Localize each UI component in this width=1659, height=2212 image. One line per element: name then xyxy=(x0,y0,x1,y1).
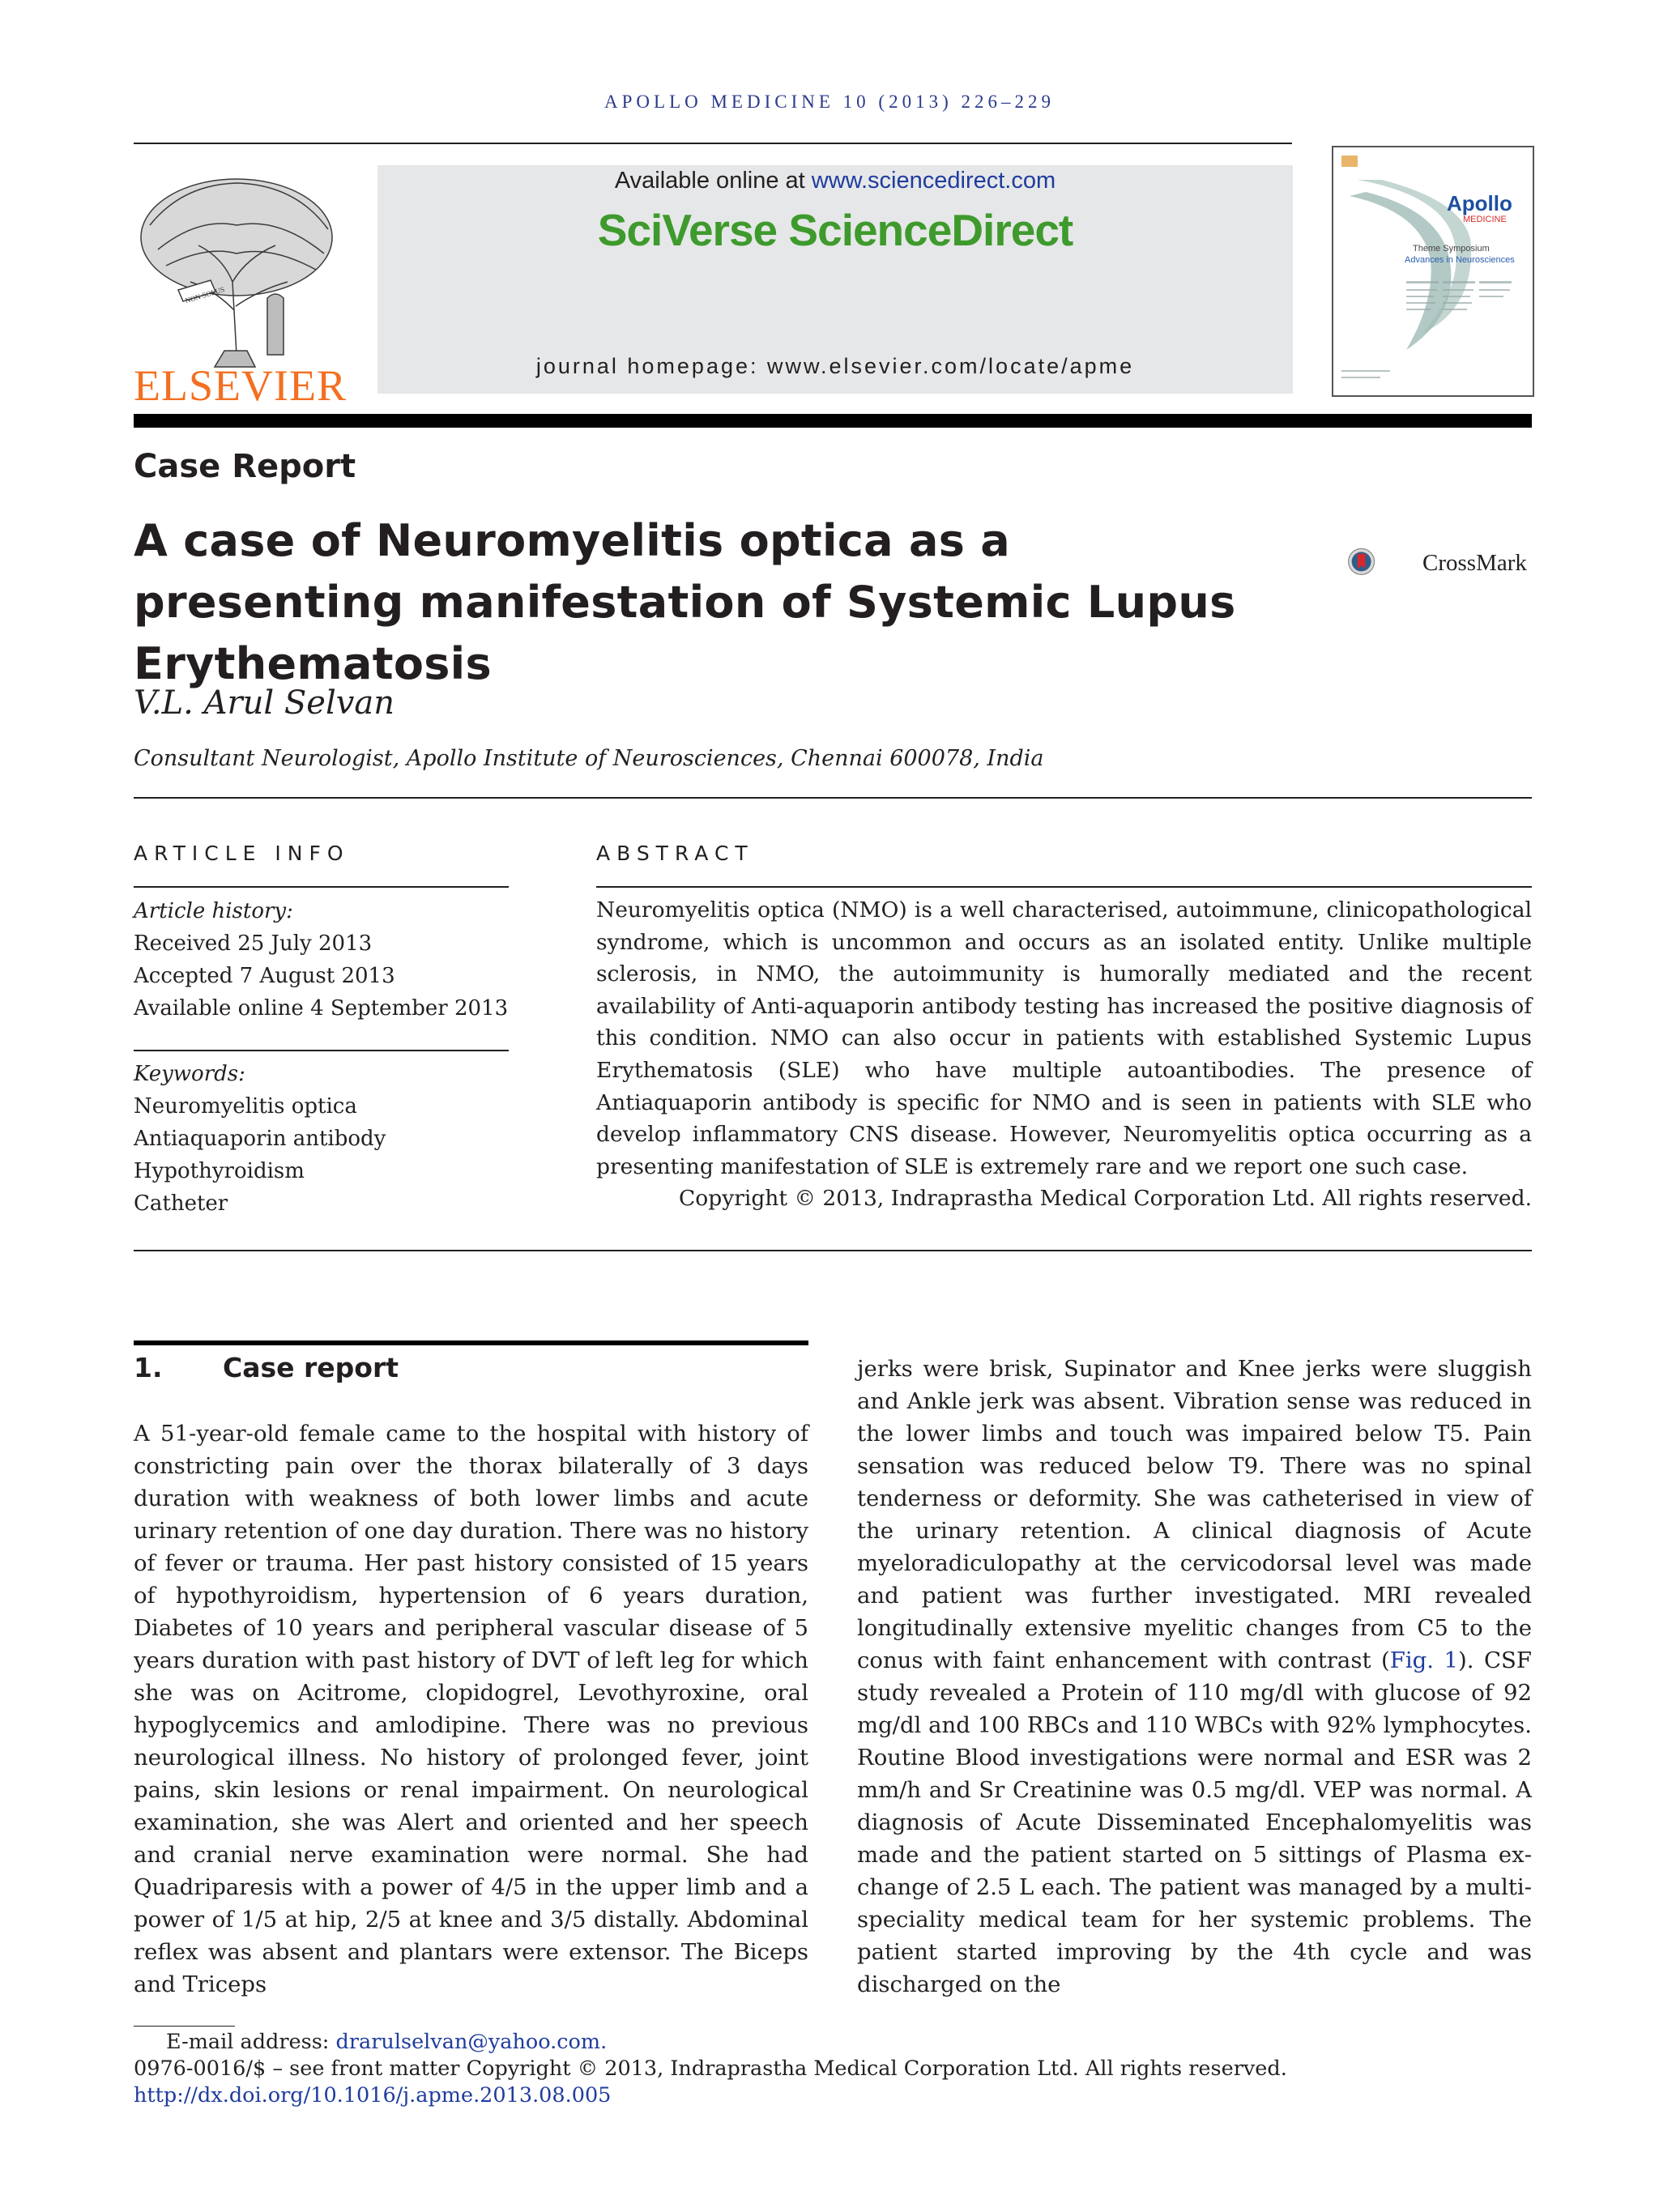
section-number: 1. xyxy=(134,1352,163,1383)
crossmark-badge[interactable] xyxy=(1347,525,1422,598)
accepted-date: Accepted 7 August 2013 xyxy=(134,964,395,988)
available-online-line xyxy=(377,168,1293,194)
body-column-left: A 51-year-old female came to the hospital with history of constricting pain over the thorax bilaterally of 3 days duration with weakness of both lower limbs and acute urinary retention of one day duration. There was no history of fever or trauma. Her past history consisted of 15 years of hypothyroidism, hypertension of 6 years duration, Diabetes of 10 years and peripheral vascular disease of 5 years duration with past history of DVT of left leg for which she was on Acitrome, clopidogrel, Levothyroxine, oral hypoglycemics and amlodipine. There was no previous neurological illness. No history of prolonged fever, joint pains, skin lesions or renal impairment. On neurological examination, she was Alert and oriented and her speech and cranial nerve examination were normal. She had Quadriparesis with a power of 4/5 in the upper limb and a power of 1/5 at hip, 2/5 at knee and 3/5 distally. Abdominal reflex was absent and plantars were extensor. The Biceps and Triceps xyxy=(134,1421,809,1997)
author-affiliation: Consultant Neurologist, Apollo Institute of Neurosciences, Chennai 600078, India xyxy=(134,746,1044,771)
cover-theme-line2: Advances in Neurosciences xyxy=(1405,255,1515,265)
abstract-copyright: Copyright © 2013, Indraprastha Medical Corporation Ltd. All rights reserved. xyxy=(679,1186,1532,1211)
keyword: Neuromyelitis optica xyxy=(134,1094,357,1119)
cover-brand: Apollo xyxy=(1447,191,1512,215)
email-link[interactable]: drarulselvan@yahoo.com. xyxy=(335,2030,608,2054)
sciverse-brand: SciVerse ScienceDirect xyxy=(597,205,1073,255)
abstract-bottom-rule xyxy=(134,1250,1532,1251)
keywords-rule xyxy=(134,1050,509,1051)
section-rule xyxy=(134,1340,808,1345)
journal-cover-thumbnail xyxy=(1332,146,1534,397)
abstract-rule xyxy=(596,886,1532,888)
received-date: Received 25 July 2013 xyxy=(134,931,373,956)
cover-art xyxy=(1333,147,1533,395)
author-name: V.L. Arul Selvan xyxy=(134,684,394,722)
journal-homepage-line[interactable]: journal homepage: www.elsevier.com/locate/apme xyxy=(535,354,1135,378)
cover-subbrand: MEDICINE xyxy=(1463,215,1507,224)
keywords-list xyxy=(134,1058,386,1220)
available-prefix: Available online at xyxy=(614,168,812,194)
doi-link[interactable]: http://dx.doi.org/10.1016/j.apme.2013.08.005 xyxy=(134,2083,612,2108)
running-head: APOLLO MEDICINE 10 (2013) 226–229 xyxy=(604,92,1055,112)
history-label: Article history: xyxy=(134,899,293,923)
abstract-heading: ABSTRACT xyxy=(596,842,754,865)
elsevier-wordmark: ELSEVIER xyxy=(134,361,347,410)
keyword: Antiaquaporin antibody xyxy=(134,1127,386,1151)
keyword: Catheter xyxy=(134,1191,228,1216)
article-type: Case Report xyxy=(134,448,356,485)
body-text: ). CSF study revealed a Protein of 110 mg/dl with glucose of 92 mg/dl and 100 RBCs and 110 WBCs with 92% lymphocytes. Routine Blood investigations were normal and ESR was 2 mm/h and Sr Creatinine was 0.5 mg/dl. VEP was normal. A diagnosis of Acute Disseminated Encephalomyelitis was made and the patient started on 5 sittings of Plasma exchange of 2.5 L each. The patient was managed by a multispeciality medical team for her systemic problems. The patient started improving by the 4th cycle and was discharged on the xyxy=(857,1647,1532,1997)
section-heading xyxy=(134,1352,399,1383)
article-info-heading: ARTICLE INFO xyxy=(134,842,350,865)
body-column-right xyxy=(857,1353,1532,2001)
affiliation-rule xyxy=(134,797,1532,799)
body-text: jerks were brisk, Supinator and Knee jerks were sluggish and Ankle jerk was absent. Vibration sense was reduced in the lower limbs and touch was impaired below T5. Pain sensation was reduced below T9. There was no spinal tenderness or deformity. She was catheterised in view of the urinary retention. A clinical diagnosis of Acute myeloradiculopathy at the cervicodorsal level was made and patient was further investigated. MRI revealed longitudinally extensive myelitic changes from C5 to the conus with faint enhancement with contrast ( xyxy=(857,1356,1532,1673)
masthead-bar xyxy=(134,414,1532,428)
logo-motto: NON SOLUS xyxy=(184,285,226,305)
figure-link[interactable]: Fig. 1 xyxy=(1389,1647,1459,1673)
section-title: Case report xyxy=(223,1352,399,1383)
header-rule xyxy=(134,143,1292,144)
article-title: A case of Neuromyelitis optica as a presenting manifestation of Systemic Lupus Erythematosis xyxy=(134,515,1236,689)
email-footnote xyxy=(166,2029,607,2056)
footnote-rule xyxy=(134,2026,235,2027)
online-date: Available online 4 September 2013 xyxy=(134,996,509,1021)
article-info-rule xyxy=(134,886,509,888)
keyword: Hypothyroidism xyxy=(134,1159,305,1183)
keywords-label: Keywords: xyxy=(134,1062,245,1086)
cover-theme-line1: Theme Symposium xyxy=(1413,244,1490,254)
crossmark-label[interactable]: CrossMark xyxy=(1422,550,1527,576)
issn-line: 0976-0016/$ – see front matter Copyright © 2013, Indraprastha Medical Corporation Ltd. All rights reserved. xyxy=(134,2056,1287,2081)
email-label: E-mail address: xyxy=(166,2030,336,2054)
article-history xyxy=(134,895,508,1025)
sciencedirect-link[interactable]: www.sciencedirect.com xyxy=(811,168,1056,194)
abstract-text: Neuromyelitis optica (NMO) is a well characterised, autoimmune, clinicopathological syndrome, which is uncommon and occurs as an isolated entity. Unlike multiple sclerosis, in NMO, the autoimmunity is humorally mediated and the recent availability of Anti-aquaporin antibody testing has increased the positive diagnosis of this condition. NMO can also occur in patients with established Systemic Lupus Erythematosis (SLE) who have multiple autoantibodies. The presence of Antiaquaporin antibody is specific for NMO and is seen in patients with SLE who develop inflammatory CNS disease. However, Neuromyelitis optica occurring as a presenting manifestation of SLE is extremely rare and we report one such case. xyxy=(596,897,1532,1179)
